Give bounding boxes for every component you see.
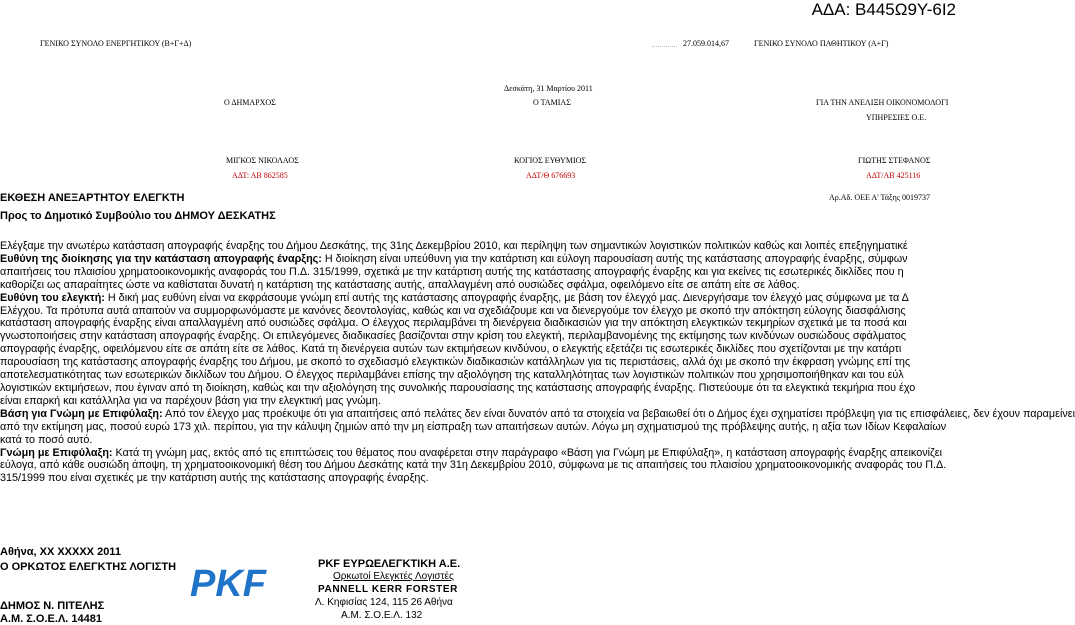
place-date: Αθήνα, ΧΧ ΧΧΧΧΧ 2011 bbox=[0, 546, 121, 558]
ada-number: ΑΔΑ: Β445Ω9Υ-6Ι2 bbox=[811, 0, 956, 19]
body-line: απαιτήσεις του πλαισίου χρηματοοικονομικής αναφοράς του Π.Δ. 315/1999, σχετικά με την κατάρτιση αυτής της κατάστασης απογραφής έναρξης και για εκείνες τις εσωτερικές δικλίδες που η bbox=[0, 265, 904, 278]
report-title: ΕΚΘΕΣΗ ΑΝΕΞΑΡΤΗΤΟΥ ΕΛΕΓΚΤΗ bbox=[0, 192, 185, 204]
role-accountant: ΓΙΑ ΤΗΝ ΑΝΕΛΙΞΗ ΟΙΚΟΝΟΜΟΛΟΓΙ bbox=[816, 98, 949, 107]
firm-name: PKF ΕΥΡΩΕΛΕΓΚΤΙΚΗ Α.Ε. bbox=[318, 558, 461, 570]
section-heading: Βάση για Γνώμη με Επιφύλαξη: bbox=[0, 407, 163, 420]
auditor-title: Ο ΟΡΚΩΤΟΣ ΕΛΕΓΚΤΗΣ ΛΟΓΙΣΤΗ bbox=[0, 561, 177, 573]
auditor-name: ΔΗΜΟΣ Ν. ΠΙΤΕΛΗΣ bbox=[0, 600, 105, 612]
id-treasurer: ΑΔΤ/Θ 676693 bbox=[526, 171, 576, 180]
logo-text: PKF bbox=[190, 563, 266, 605]
body-line: Ευθύνη του ελεγκτή: Η δική μας ευθύνη είναι να εκφράσουμε γνώμη επί αυτής της κατάστασης απογραφής έναρξης, με βάση τον έλεγχό μας. Διενεργήσαμε τον έλεγχό μας σύμφωνα με τα Δ bbox=[0, 291, 909, 304]
body-line: Γνώμη με Επιφύλαξη: Κατά τη γνώμη μας, εκτός από τις επιπτώσεις του θέματος που αναφέρεται στην παράγραφο «Βάση για Γνώμη με Επιφύλαξη», η κατάσταση απογραφής έναρξης απεικονίζει bbox=[0, 446, 942, 459]
body-line: αποτελεσματικότητας των εσωτερικών δικλίδων του Δήμου. Ο έλεγχος περιλαμβάνει επίσης την αξιολόγηση της καταλληλότητας των λογιστικών πολιτικών που χρησιμοποιήθηκαν και του εύλ bbox=[0, 369, 904, 382]
report-subtitle: Προς το Δημοτικό Συμβούλιο του ΔΗΜΟΥ ΔΕΣΚΑΤΗΣ bbox=[0, 210, 276, 222]
firm-brand: PANNELL KERR FORSTER bbox=[318, 584, 458, 595]
body-line: κατάσταση απογραφής έναρξης είναι απαλλαγμένη από ουσιώδες σφάλμα. Ο έλεγχος περιλαμβάνει τη διενέργεια διαδικασιών για την απόκτηση ελεγκτικών τεκμηρίων σχετικά με τα ποσά και bbox=[0, 317, 907, 330]
body-line: γνωστοποιήσεις στην κατάσταση απογραφής έναρξης. Οι επιλεγόμενες διαδικασίες βασίζονται στην κρίση του ελεγκτή, περιλαμβανομένης της εκτίμησης των κινδύνων ουσιώδους σφάλματος bbox=[0, 330, 906, 343]
body-line: Ευθύνη της διοίκησης για την κατάσταση απογραφής έναρξης: Η διοίκηση είναι υπεύθυνη για την κατάρτιση και εύλογη παρουσίαση αυτής της κατάστασης απογραφής έναρξης, σύμφων bbox=[0, 252, 908, 265]
body-line: παρουσίαση της κατάστασης απογραφής έναρξης του Δήμου, με σκοπό το σχεδιασμό ελεγκτικών διαδικασιών κατάλληλων για τις περιστάσεις, αλλά όχι με σκοπό την έκφραση γνώμης επί της bbox=[0, 356, 911, 369]
body-line: Ελέγξαμε την ανωτέρω κατάσταση απογραφής έναρξης του Δήμου Δεσκάτης, της 31ης Δεκεμβρίου 2010, και περίληψη των σημαντικών λογιστικών πολιτικών καθώς και λοιπές επεξηγηματικέ bbox=[0, 240, 908, 252]
pkf-logo bbox=[188, 562, 276, 605]
accountant-registration: Αρ.Αδ. ΟΕΕ Α' Τάξης 0019737 bbox=[829, 193, 930, 202]
body-line: κατά το ποσό αυτό. bbox=[0, 433, 93, 446]
body-line: εύλογα, από κάθε ουσιώδη άποψη, τη χρηματοοικονομική θέση του Δήμου Δεσκάτης κατά την 31η Δεκεμβρίου 2010, σύμφωνα με τις απαιτήσεις του πλαισίου χρηματοοικονομικής αναφοράς του Π.Δ. bbox=[0, 459, 947, 472]
total-liabilities-label: ΓΕΝΙΚΟ ΣΥΝΟΛΟ ΠΑΘΗΤΙΚΟΥ (Α+Γ) bbox=[754, 39, 889, 48]
id-accountant: ΑΔΤ/ΑΒ 425116 bbox=[866, 171, 921, 180]
body-line: Ελέγχου. Τα πρότυπα αυτά απαιτούν να συμμορφωνόμαστε με κανόνες δεοντολογίας, καθώς και να σχεδιάζουμε και να διενεργούμε τον έλεγχο με σκοπό την απόκτηση εύλογης διασφάλισης bbox=[0, 304, 906, 317]
body-line: απογραφής έναρξης, οφειλόμενου είτε σε απάτη είτε σε λάθος. Κατά τη διενέργεια αυτών των εκτιμήσεων κινδύνου, ο ελεγκτής εξετάζει τις εσωτερικές δικλίδες που σχετίζονται με την κατάρτι bbox=[0, 343, 902, 356]
role-treasurer: Ο ΤΑΜΙΑΣ bbox=[533, 98, 571, 107]
body-line: καθορίζει ως απαραίτητες ώστε να καθίσταται δυνατή η κατάρτιση της κατάστασης αυτής, απαλλαγμένη από ουσιώδες σφάλμα, οφειλόμενο είτε σε απάτη είτε σε λάθος. bbox=[0, 278, 800, 291]
role-mayor: Ο ΔΗΜΑΡΧΟΣ bbox=[224, 98, 276, 107]
dotted-line bbox=[652, 46, 677, 47]
report-body bbox=[0, 240, 1075, 485]
section-heading: Ευθύνη του ελεγκτή: bbox=[0, 291, 105, 304]
body-line: Βάση για Γνώμη με Επιφύλαξη: Από τον έλεγχο μας προέκυψε ότι για απαιτήσεις από πελάτες δεν είναι δυνατόν από τα στοιχεία να βεβαιωθεί ότι ο Δήμος έχει σχηματίσει πρόβλεψη για τις επισφάλειες, δεν έχουν παραμείνει bbox=[0, 407, 1075, 420]
name-treasurer: ΚΟΓΙΟΣ ΕΥΘΥΜΙΟΣ bbox=[514, 156, 587, 165]
name-accountant: ΓΙΩΤΗΣ ΣΤΕΦΑΝΟΣ bbox=[858, 156, 931, 165]
body-line: είναι επαρκή και κατάλληλα για να παρέχουν βάση για την ελεγκτική μας γνώμη. bbox=[0, 394, 381, 407]
role-accountant-firm: ΥΠΗΡΕΣΙΕΣ Ο.Ε. bbox=[866, 113, 927, 122]
body-line: από την εκτίμηση μας, ποσού ευρώ 173 χιλ. περίπου, για την κάλυψη ζημιών από την μη είσπραξη των απαιτήσεων αυτών. Λόγω μη σχηματισμού της πρόβλεψης αυτής, η αξία των Ιδίων Κεφαλαίων bbox=[0, 420, 947, 433]
section-heading: Γνώμη με Επιφύλαξη: bbox=[0, 446, 113, 459]
firm-address: Λ. Κηφισίας 124, 115 26 Αθήνα bbox=[315, 597, 453, 608]
firm-registration: Α.Μ. Σ.Ο.Ε.Λ. 132 bbox=[341, 610, 423, 621]
body-line: λογιστικών εκτιμήσεων, που έγιναν από τη διοίκηση, καθώς και την αξιολόγηση της συνολικής παρουσίασης της κατάστασης απογραφής έναρξης. Πιστεύουμε ότι τα ελεγκτικά τεκμήρια που έχο bbox=[0, 381, 916, 394]
auditor-registration: Α.Μ. Σ.Ο.Ε.Λ. 14481 bbox=[0, 613, 102, 625]
firm-subtitle: Ορκωτοί Ελεγκτές Λογιστές bbox=[333, 571, 454, 582]
section-heading: Ευθύνη της διοίκησης για την κατάσταση απογραφής έναρξης: bbox=[0, 252, 322, 265]
body-line: 315/1999 που είναι σχετικές με την κατάρτιση αυτής της κατάστασης απογραφής έναρξης. bbox=[0, 472, 429, 485]
id-mayor: ΑΔΤ: ΑΒ 862585 bbox=[232, 171, 288, 180]
total-amount: 27.059.014,67 bbox=[683, 39, 729, 48]
name-mayor: ΜΙΓΚΟΣ ΝΙΚΟΛΑΟΣ bbox=[226, 156, 299, 165]
total-assets-label: ΓΕΝΙΚΟ ΣΥΝΟΛΟ ΕΝΕΡΓΗΤΙΚΟΥ (Β+Γ+Δ) bbox=[40, 39, 192, 48]
date-line: Δεσκάτη, 31 Μαρτίου 2011 bbox=[504, 84, 593, 93]
